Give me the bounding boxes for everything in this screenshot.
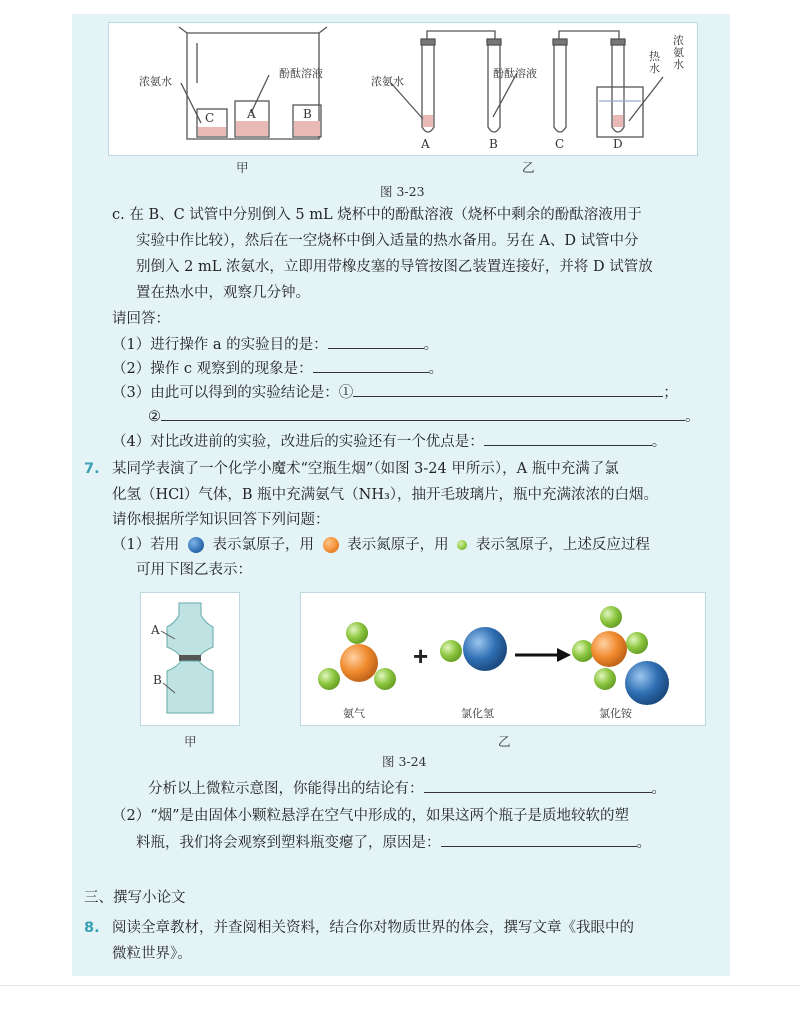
bottle-a-label: A xyxy=(151,623,160,637)
bottle-b-label: B xyxy=(153,673,162,687)
q6-part-2-blank[interactable] xyxy=(313,358,429,373)
q7-sub-1-c: 表示氮原子，用 xyxy=(347,537,449,553)
tube-label-d: D xyxy=(613,137,623,151)
nh4cl-label: 氯化铵 xyxy=(599,707,632,720)
q7-sub-1-b: 表示氯原子，用 xyxy=(212,537,314,553)
q7-line-1: 某同学表演了一个化学小魔术“空瓶生烟”（如图 3-24 甲所示），A 瓶中充满了氯 xyxy=(112,461,619,477)
q7-sub-1 xyxy=(112,535,650,555)
step-c-line-2: 实验中作比较），然后在一空烧杯中倒入适量的热水备用。另在 A、D 试管中分 xyxy=(136,233,639,249)
q7-sub-2-line-2 xyxy=(136,832,651,853)
q8-number: 8. xyxy=(84,920,100,936)
q7-analysis-blank[interactable] xyxy=(424,778,652,793)
q6-part-4-blank[interactable] xyxy=(484,431,652,446)
q6-part-4 xyxy=(112,431,666,452)
q6-part-3-blank-1[interactable] xyxy=(353,382,663,397)
tube-label-b: B xyxy=(489,137,498,151)
q6-part-3 xyxy=(112,382,678,403)
q6-part-2-period: 。 xyxy=(428,361,444,377)
q7-sub-1-a: （1）若用 xyxy=(112,537,180,553)
q7-sub-2-line-2-text: 料瓶，我们将会观察到塑料瓶变瘪了，原因是： xyxy=(136,835,441,851)
step-c-line-3: 别倒入 2 mL 浓氨水，立即用带橡皮塞的导管按图乙装置连接好，并将 D 试管放 xyxy=(136,259,653,275)
q7-line-3: 请你根据所学知识回答下列问题： xyxy=(112,512,330,528)
q8-line-1: 阅读全章教材，并查阅相关资料，结合你对物质世界的体会，撰写文章《我眼中的 xyxy=(112,920,634,936)
chlorine-atom-icon xyxy=(188,537,204,553)
tube-label-a: A xyxy=(421,137,430,151)
step-c-line-4: 置在热水中，观察几分钟。 xyxy=(136,285,310,301)
hydrogen-chloride-molecule xyxy=(440,627,507,671)
q6-part-1-blank[interactable] xyxy=(328,334,424,349)
page-bottom-divider xyxy=(0,985,800,986)
figure-3-24-yi-label: 乙 xyxy=(498,734,511,749)
beaker-label-a: A xyxy=(247,107,256,121)
label-conc-ammonia-yi: 浓氨水 xyxy=(371,75,404,88)
q6-part-2-text: （2）操作 c 观察到的现象是： xyxy=(112,361,313,377)
figure-3-23 xyxy=(108,22,698,156)
plus-sign: + xyxy=(413,641,429,671)
bottles-drawing xyxy=(141,593,239,725)
q6-part-3-text: （3）由此可以得到的实验结论是：① xyxy=(112,385,354,401)
q6-part-3-blank-2[interactable] xyxy=(161,406,685,421)
q7-sub-1-d: 表示氢原子，上述反应过程 xyxy=(475,537,650,553)
label-phenol-yi: 酚酞溶液 xyxy=(493,67,537,80)
answer-prompt: 请回答： xyxy=(112,311,170,327)
q6-part-3b-period: 。 xyxy=(685,409,700,425)
q7-sub-1-line-2: 可用下图乙表示： xyxy=(136,562,252,578)
label-phenol-jia: 酚酞溶液 xyxy=(279,67,323,80)
ammonia-molecule xyxy=(318,622,396,690)
label-conc-ammonia-jia: 浓氨水 xyxy=(139,75,172,88)
q7-analysis-text: 分析以上微粒示意图，你能得出的结论有： xyxy=(148,781,424,797)
q7-line-2: 化氢（HCl）气体，B 瓶中充满氨气（NH₃），抽开毛玻璃片，瓶中充满浓浓的白烟。 xyxy=(112,487,659,503)
figure-3-24-yi xyxy=(300,592,706,726)
figure-3-24-jia xyxy=(140,592,240,726)
figure-3-23-yi-label: 乙 xyxy=(522,160,535,175)
q6-part-1-period: 。 xyxy=(423,337,439,353)
q7-sub-2-period: 。 xyxy=(636,835,651,851)
q6-part-4-text: （4）对比改进前的实验，改进后的实验还有一个优点是： xyxy=(112,434,484,450)
figure-3-23-caption: 图 3-23 xyxy=(380,184,425,199)
beaker-label-c: C xyxy=(205,111,215,125)
section-3-title: 三、撰写小论文 xyxy=(84,890,186,906)
figure-3-24-jia-label: 甲 xyxy=(184,734,197,749)
bell-jar-apparatus xyxy=(179,27,327,139)
step-c-line-1: c. 在 B、C 试管中分别倒入 5 mL 烧杯中的酚酞溶液（烧杯中剩余的酚酞溶液用于 xyxy=(112,207,642,223)
q6-part-2 xyxy=(112,358,443,379)
nitrogen-atom-icon xyxy=(323,537,339,553)
q7-analysis-period: 。 xyxy=(651,781,666,797)
beaker-label-b: B xyxy=(303,107,312,121)
label-conc-ammonia-yi-2: 浓氨水 xyxy=(673,34,684,71)
q7-sub-2-blank[interactable] xyxy=(441,832,637,847)
q6-part-4-period: 。 xyxy=(651,434,667,450)
ammonia-label: 氨气 xyxy=(343,707,365,720)
q6-part-1-text: （1）进行操作 a 的实验目的是： xyxy=(112,337,328,353)
q6-part-1 xyxy=(112,334,438,355)
figure-3-24-caption: 图 3-24 xyxy=(382,754,427,769)
q6-part-3b xyxy=(148,406,700,427)
figure-3-23-drawing xyxy=(109,23,697,155)
q7-analysis xyxy=(148,778,666,799)
ammonium-chloride-molecule xyxy=(572,606,669,705)
figure-3-23-jia-label: 甲 xyxy=(236,160,249,175)
reaction-arrow-icon xyxy=(515,648,571,662)
hcl-label: 氯化氢 xyxy=(461,707,494,720)
q6-part-3-semicolon: ； xyxy=(663,385,678,401)
label-hot-water: 热水 xyxy=(649,50,660,75)
test-tube-apparatus xyxy=(391,31,663,137)
q7-number: 7. xyxy=(84,461,100,477)
q6-part-3b-marker: ② xyxy=(148,409,161,425)
q7-sub-2-line-1: （2）“烟”是由固体小颗粒悬浮在空气中形成的，如果这两个瓶子是质地较软的塑 xyxy=(112,808,630,824)
hydrogen-atom-icon xyxy=(457,540,467,550)
q8-line-2: 微粒世界》。 xyxy=(112,946,192,962)
tube-label-c: C xyxy=(555,137,565,151)
